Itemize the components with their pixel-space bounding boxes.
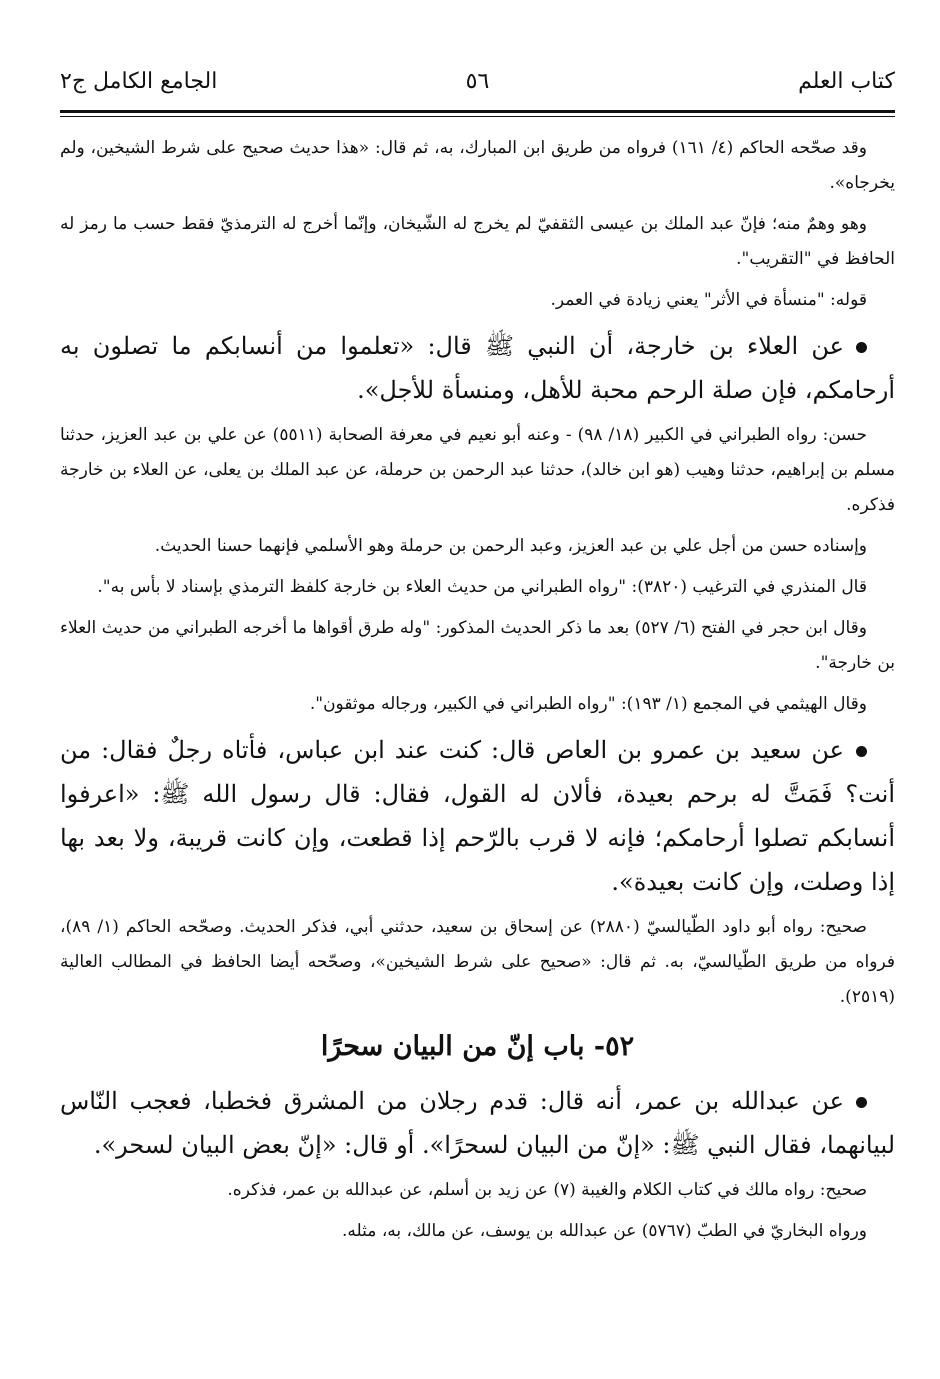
hadith-paragraph xyxy=(60,1079,895,1167)
hadith-text: عن العلاء بن خارجة، أن النبي ﷺ قال: «تعلموا من أنسابكم ما تصلون به أرحامكم، فإن صلة الرحم محبة للأهل، ومنسأة للأجل». xyxy=(60,332,895,404)
commentary-paragraph: وإسناده حسن من أجل علي بن عبد العزيز، وعبد الرحمن بن حرملة وهو الأسلمي فإنهما حسنا الحديث. xyxy=(154,536,867,556)
commentary-paragraph: قوله: "منسأة في الأثر" يعني زيادة في العمر. xyxy=(550,290,867,310)
document-page xyxy=(60,60,895,1255)
commentary-paragraph: ورواه البخاريّ في الطبّ (٥٧٦٧) عن عبدالله بن يوسف، عن مالك، به، مثله. xyxy=(342,1221,867,1241)
bullet-icon xyxy=(856,1097,867,1108)
chapter-heading: ٥٢- باب إنّ من البيان سحرًا xyxy=(320,1031,635,1062)
hadith-paragraph xyxy=(60,324,895,412)
commentary-paragraph: وقد صحّحه الحاكم (٤/ ١٦١) فرواه من طريق ابن المبارك، به، ثم قال: «هذا حديث صحيح على شرط الشيخين، ولم يخرجاه». xyxy=(60,138,895,193)
header-rule-thin xyxy=(60,116,895,117)
page-number: ٥٦ xyxy=(465,69,490,94)
commentary-paragraph: حسن: رواه الطبراني في الكبير (١٨/ ٩٨) - وعنه أبو نعيم في معرفة الصحابة (٥٥١١) عن علي بن عبد العزيز، حدثنا مسلم بن إبراهيم، حدثنا وهيب (هو ابن خالد)، حدثنا عبد الرحمن بن حرملة، عن عبد الملك بن يعلى، عن العلاء بن خارجة فذكره. xyxy=(60,425,895,515)
commentary-paragraph: صحيح: رواه مالك في كتاب الكلام والغيبة (٧) عن زيد بن أسلم، عن عبدالله بن عمر، فذكره. xyxy=(227,1180,867,1200)
bullet-icon xyxy=(856,342,867,353)
hadith-text: عن عبدالله بن عمر، أنه قال: قدم رجلان من المشرق فخطبا، فعجب النّاس لبيانهما، فقال النبي ﷺ: «إنّ من البيان لسحرًا». أو قال: «إنّ بعض البيان لسحر». xyxy=(60,1087,895,1159)
commentary-paragraph: وقال ابن حجر في الفتح (٦/ ٥٢٧) بعد ما ذكر الحديث المذكور: "وله طرق أقواها ما أخرجه الطبراني من حديث العلاء بن خارجة". xyxy=(60,618,895,673)
commentary-paragraph: وهو وهمٌ منه؛ فإنّ عبد الملك بن عيسى الثقفيّ لم يخرج له الشّيخان، وإنّما أخرج له الترمذيّ فقط حسب ما رمز له الحافظ في "التقريب". xyxy=(60,214,895,269)
commentary-paragraph: وقال الهيثمي في المجمع (١/ ١٩٣): "رواه الطبراني في الكبير، ورجاله موثقون". xyxy=(309,694,867,714)
header-rule-thick xyxy=(60,110,895,113)
bullet-icon xyxy=(856,746,867,757)
hadith-paragraph xyxy=(60,728,895,904)
page-header xyxy=(60,60,895,104)
volume-title: الجامع الكامل ج٢ xyxy=(60,69,218,94)
commentary-paragraph: صحيح: رواه أبو داود الطّيالسيّ (٢٨٨٠) عن إسحاق بن سعيد، حدثني أبي، فذكر الحديث. وصحّحه الحاكم (١/ ٨٩)، فرواه من طريق الطّيالسيّ، به. ثم قال: «صحيح على شرط الشيخين»، وصحّحه أيضا الحافظ في المطالب العالية (٢٥١٩). xyxy=(60,917,895,1007)
book-title: كتاب العلم xyxy=(798,69,895,94)
hadith-text: عن سعيد بن عمرو بن العاص قال: كنت عند ابن عباس، فأتاه رجلٌ فقال: من أنت؟ فَمَتَّ له برحم بعيدة، فألان له القول، فقال: قال رسول الله ﷺ: «اعرفوا أنسابكم تصلوا أرحامكم؛ فإنه لا قرب بالرّحم إذا قطعت، وإن كانت قريبة، ولا بعد بها إذا وصلت، وإن كانت بعيدة». xyxy=(60,736,895,896)
commentary-paragraph: قال المنذري في الترغيب (٣٨٢٠): "رواه الطبراني من حديث العلاء بن خارجة كلفظ الترمذي بإسناد لا بأس به". xyxy=(97,577,867,597)
